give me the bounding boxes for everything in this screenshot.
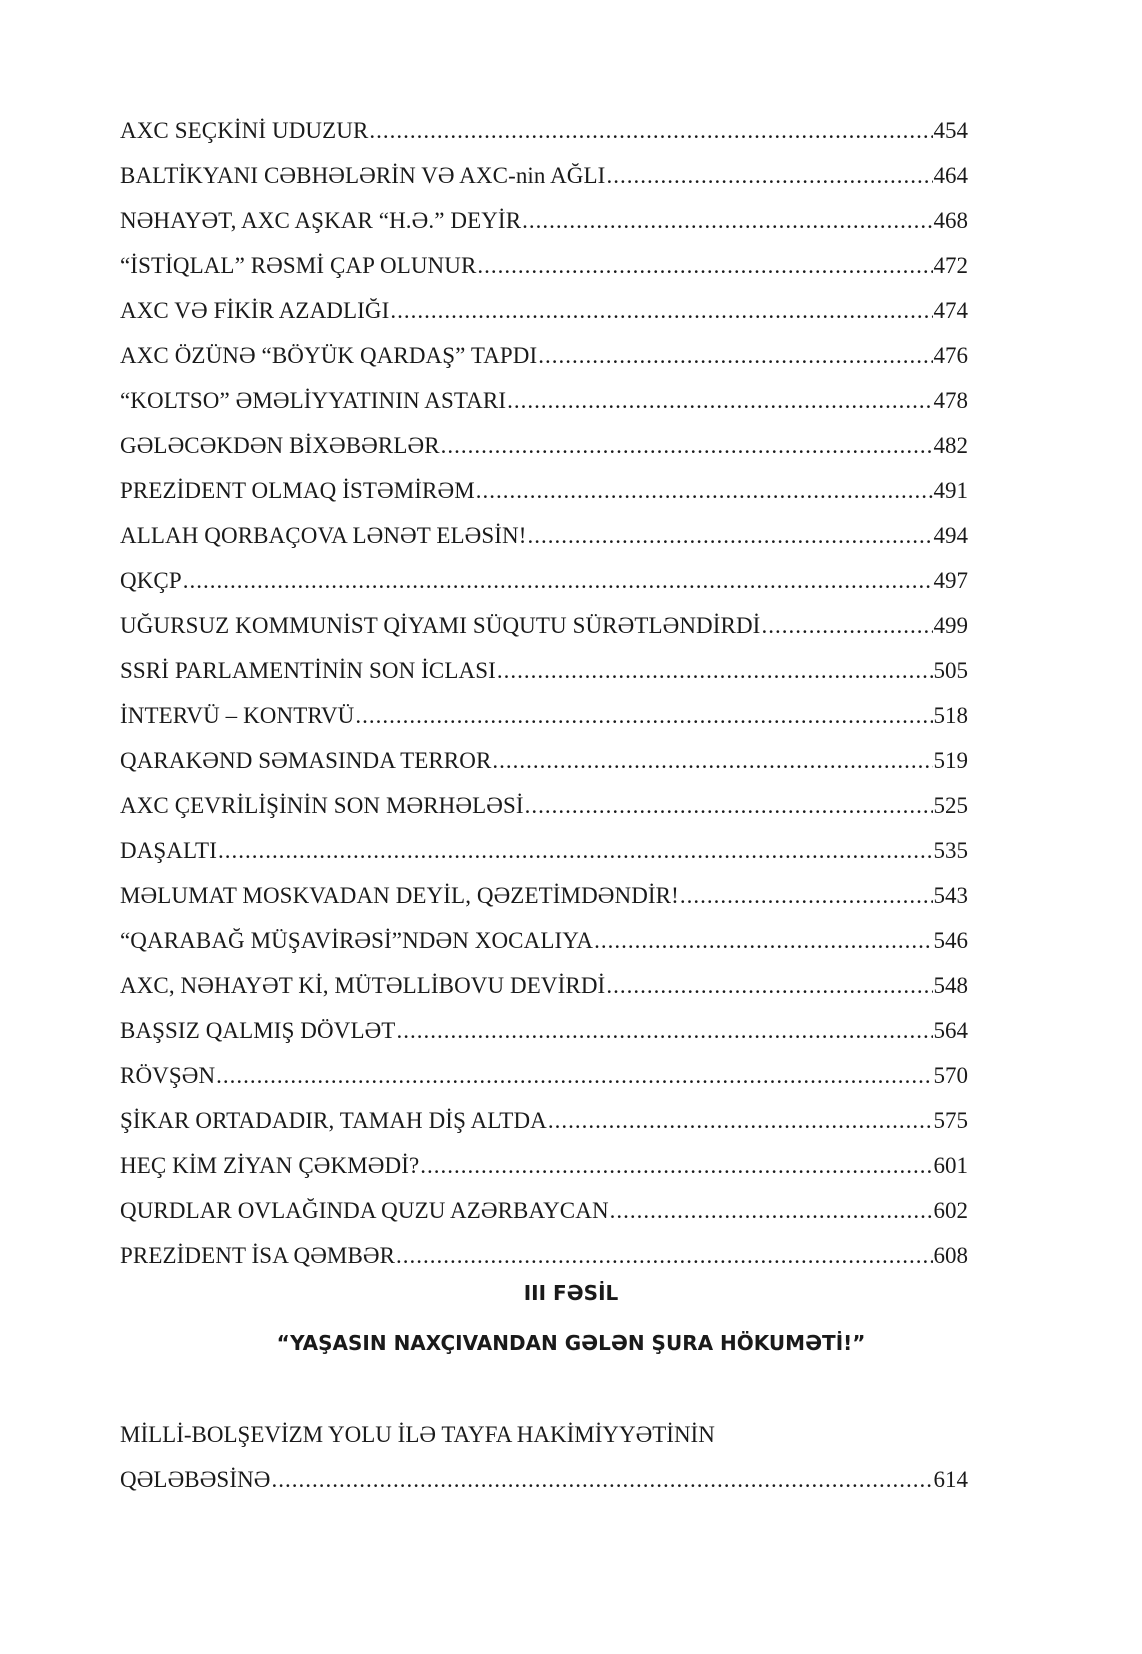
toc-leader-dots — [369, 108, 932, 153]
toc-entry — [120, 558, 968, 603]
toc-leader-dots — [396, 1008, 932, 1053]
toc-entry-page: 525 — [933, 793, 968, 818]
toc-entry — [120, 198, 968, 243]
toc-entry-page: 468 — [933, 208, 968, 233]
toc-entry-title: GƏLƏCƏKDƏN BİXƏBƏRLƏR — [120, 433, 440, 458]
toc-entry-page: 518 — [933, 703, 968, 728]
toc-entry-page: 482 — [933, 433, 968, 458]
toc-entry-page: 535 — [933, 838, 968, 863]
toc-entry-title: MƏLUMAT MOSKVADAN DEYİL, QƏZETİMDƏNDİR! — [120, 883, 679, 908]
toc-entry-title: ŞİKAR ORTADADIR, TAMAH DİŞ ALTDA — [120, 1108, 547, 1133]
toc-leader-dots — [420, 1143, 932, 1188]
toc-leader-dots — [761, 603, 932, 648]
chapter-title: “YAŞASIN NAXÇIVANDAN GƏLƏN ŞURA HÖKUMƏTİ!” — [276, 1331, 866, 1355]
toc-entry-page: 519 — [933, 748, 968, 773]
toc-entry-page: 491 — [933, 478, 968, 503]
toc-entry — [120, 333, 968, 378]
toc-entry-page: 476 — [933, 343, 968, 368]
toc-entry-title: BALTİKYANI CƏBHƏLƏRİN VƏ AXC-nin AĞLI — [120, 163, 606, 188]
toc-entry-page: 478 — [933, 388, 968, 413]
toc-leader-dots — [492, 738, 932, 783]
toc-leader-dots — [477, 243, 932, 288]
toc-leader-dots — [183, 558, 933, 603]
toc-leader-dots — [497, 648, 933, 693]
toc-entry — [120, 1233, 968, 1278]
toc-entry-page: 546 — [933, 928, 968, 953]
toc-entry-title: QKÇP — [120, 568, 182, 593]
toc-entry-page: 614 — [933, 1467, 968, 1492]
toc-entry — [120, 738, 968, 783]
toc-leader-dots — [218, 828, 933, 873]
toc-leader-dots — [594, 918, 932, 963]
toc-entry — [120, 108, 968, 153]
chapter-number: III FƏSİL — [523, 1281, 619, 1305]
toc-entry-title: UĞURSUZ KOMMUNİST QİYAMI SÜQUTU SÜRƏTLƏNDİRDİ — [120, 613, 761, 638]
toc-leader-dots — [606, 153, 932, 198]
toc-entry-title: BAŞSIZ QALMIŞ DÖVLƏT — [120, 1018, 396, 1043]
toc-entry — [120, 648, 968, 693]
toc-entry — [120, 423, 968, 468]
toc-entry-title: DAŞALTI — [120, 838, 217, 863]
toc-entry-title: NƏHAYƏT, AXC AŞKAR “H.Ə.” DEYİR — [120, 208, 522, 233]
toc-entry-title-line1: MİLLİ-BOLŞEVİZM YOLU İLƏ TAYFA HAKİMİYYƏTİNİN — [120, 1422, 715, 1447]
toc-entry — [120, 693, 968, 738]
toc-entry-title: “QARABAĞ MÜŞAVİRƏSİ”NDƏN XOCALIYA — [120, 928, 594, 953]
toc-entry — [120, 783, 968, 828]
toc-leader-dots — [507, 378, 932, 423]
toc-entry — [120, 603, 968, 648]
toc-entry-title-line2: QƏLƏBƏSİNƏ — [120, 1467, 271, 1492]
toc-leader-dots — [522, 198, 932, 243]
toc-entry — [120, 918, 968, 963]
toc-entry-title: AXC VƏ FİKİR AZADLIĞI — [120, 298, 390, 323]
toc-entry-page: 575 — [933, 1108, 968, 1133]
toc-entry-title: AXC, NƏHAYƏT Kİ, MÜTƏLLİBOVU DEVİRDİ — [120, 973, 606, 998]
toc-entry-title: AXC ÖZÜNƏ “BÖYÜK QARDAŞ” TAPDI — [120, 343, 538, 368]
toc-entry-page: 474 — [933, 298, 968, 323]
toc-leader-dots — [525, 783, 933, 828]
toc-entry-title: “KOLTSO” ƏMƏLİYYATININ ASTARI — [120, 388, 507, 413]
toc-entry — [120, 1053, 968, 1098]
toc-leader-dots — [548, 1098, 933, 1143]
toc-leader-dots — [441, 423, 933, 468]
toc-entry — [120, 1008, 968, 1053]
toc-entry-page: 494 — [933, 523, 968, 548]
toc-entry-page: 454 — [933, 118, 968, 143]
toc-leader-dots — [527, 513, 932, 558]
toc-entry — [120, 243, 968, 288]
toc-entry — [120, 1098, 968, 1143]
toc-entry-page: 499 — [933, 613, 968, 638]
toc-entry-title: ALLAH QORBAÇOVA LƏNƏT ELƏSİN! — [120, 523, 527, 548]
toc-leader-dots — [538, 333, 932, 378]
toc-entry-title: PREZİDENT İSA QƏMBƏR — [120, 1243, 396, 1268]
toc-entry-page: 548 — [933, 973, 968, 998]
toc-entry-title: RÖVŞƏN — [120, 1063, 216, 1088]
toc-leader-dots — [355, 693, 932, 738]
toc-entry-page: 601 — [933, 1153, 968, 1178]
toc-entry-page: 570 — [933, 1063, 968, 1088]
toc-entry-page: 608 — [933, 1243, 968, 1268]
toc-entry-multiline — [120, 1412, 968, 1502]
toc-leader-dots — [216, 1053, 932, 1098]
toc-leader-dots — [610, 1188, 933, 1233]
toc-entry — [120, 1188, 968, 1233]
toc-entry — [120, 1143, 968, 1188]
toc-leader-dots — [390, 288, 932, 333]
toc-entry — [120, 513, 968, 558]
toc-entry-title: “İSTİQLAL” RƏSMİ ÇAP OLUNUR — [120, 253, 477, 278]
toc-entry-page: 497 — [933, 568, 968, 593]
toc-entry-title: İNTERVÜ – KONTRVÜ — [120, 703, 355, 728]
toc-entry-title: AXC ÇEVRİLİŞİNİN SON MƏRHƏLƏSİ — [120, 793, 524, 818]
toc-entry — [120, 873, 968, 918]
toc-entry — [120, 963, 968, 1008]
table-of-contents — [120, 108, 968, 1278]
toc-leader-dots — [396, 1233, 932, 1278]
toc-entry — [120, 828, 968, 873]
toc-entry-page: 564 — [933, 1018, 968, 1043]
toc-entry-title: QURDLAR OVLAĞINDA QUZU AZƏRBAYCAN — [120, 1198, 609, 1223]
toc-entry-title: AXC SEÇKİNİ UDUZUR — [120, 118, 369, 143]
toc-entry — [120, 288, 968, 333]
toc-entry-title: PREZİDENT OLMAQ İSTƏMİRƏM — [120, 478, 475, 503]
toc-entry — [120, 153, 968, 198]
toc-entry — [120, 468, 968, 513]
toc-entry — [120, 378, 968, 423]
toc-leader-dots — [272, 1457, 933, 1502]
toc-entry-title: HEÇ KİM ZİYAN ÇƏKMƏDİ? — [120, 1153, 420, 1178]
toc-entry-title: QARAKƏND SƏMASINDA TERROR — [120, 748, 492, 773]
toc-entry-page: 464 — [933, 163, 968, 188]
toc-entry-page: 602 — [933, 1198, 968, 1223]
toc-entry-title: SSRİ PARLAMENTİNİN SON İCLASI — [120, 658, 496, 683]
toc-leader-dots — [680, 873, 933, 918]
toc-leader-dots — [476, 468, 933, 513]
toc-entry-page: 505 — [933, 658, 968, 683]
toc-entry-line2 — [120, 1457, 968, 1502]
toc-entry-page: 472 — [933, 253, 968, 278]
toc-leader-dots — [606, 963, 932, 1008]
toc-entry-page: 543 — [933, 883, 968, 908]
